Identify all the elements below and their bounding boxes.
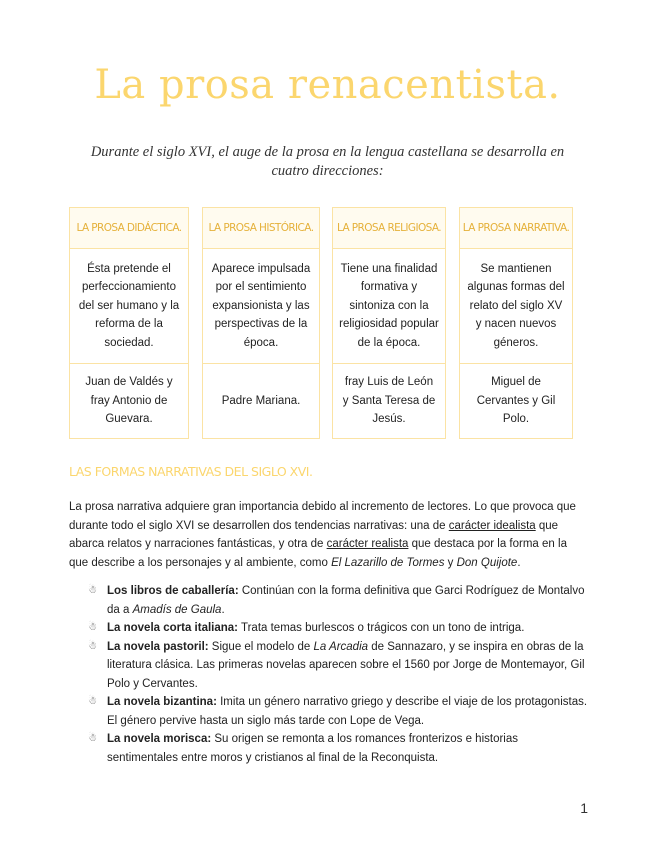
- card-didactica: [69, 207, 189, 439]
- list-item-work-title: Amadís de Gaula: [132, 603, 222, 616]
- list-item-term: La novela bizantina:: [107, 696, 217, 708]
- intro-text: y: [444, 556, 457, 569]
- snowman-bullet-icon: ☃: [88, 622, 97, 633]
- term-realista: carácter realista: [326, 538, 409, 550]
- card-header: LA PROSA DIDÁCTICA.: [70, 208, 188, 249]
- card-description: Se mantienen algunas formas del relato del siglo XV y nacen nuevos géneros.: [460, 249, 572, 364]
- term-idealista: carácter idealista: [448, 519, 536, 532]
- work-title-quijote: Don Quijote: [456, 556, 518, 569]
- card-authors: Juan de Valdés y fray Antonio de Guevara.: [85, 376, 173, 426]
- cards-grid: [69, 207, 573, 439]
- card-authors: fray Luis de León y Santa Teresa de Jesús.: [342, 376, 436, 426]
- card-header: LA PROSA RELIGIOSA.: [333, 208, 445, 249]
- card-header: LA PROSA NARRATIVA.: [460, 208, 572, 249]
- list-item-term: La novela pastoril:: [107, 640, 209, 653]
- list-item-text: Continúan con la forma definitiva que Garci Rodríguez de Montalvo da a: [107, 585, 585, 616]
- snowman-bullet-icon: ☃: [88, 585, 97, 596]
- card-religiosa: [332, 207, 446, 439]
- page-number: 1: [580, 800, 588, 816]
- list-item: [88, 638, 588, 694]
- list-item-term: Los libros de caballería:: [107, 585, 239, 597]
- work-title-lazarillo: El Lazarillo de Tormes: [331, 556, 445, 569]
- intro-text: que abarca relatos y narraciones fantásticas, y otra de: [69, 519, 559, 550]
- page-title: La prosa renacentista.: [94, 62, 561, 108]
- snowman-bullet-icon: ☃: [88, 733, 97, 744]
- card-description: Ésta pretende el perfeccionamiento del ser humano y la reforma de la sociedad.: [70, 249, 188, 364]
- list-item: [88, 582, 588, 619]
- card-header: LA PROSA HISTÓRICA.: [203, 208, 319, 249]
- section-heading: LAS FORMAS NARRATIVAS DEL SIGLO XVI.: [69, 464, 313, 479]
- narrative-forms-list: [88, 582, 588, 767]
- list-item-text: .: [221, 603, 225, 616]
- snowman-bullet-icon: ☃: [88, 696, 97, 707]
- card-narrativa: [459, 207, 573, 439]
- list-item-text: Imita un género narrativo griego y describe el viaje de los protagonistas. El género pervive hasta un siglo más tarde con Lope de Vega.: [107, 696, 588, 727]
- card-historica: [202, 207, 320, 439]
- intro-text: .: [517, 556, 521, 569]
- list-item-text: Sigue el modelo de: [208, 640, 314, 653]
- subtitle: Durante el siglo XVI, el auge de la prosa en la lengua castellana se desarrolla en cuatro direcciones:: [90, 144, 565, 179]
- card-authors: Miguel de Cervantes y Gil Polo.: [476, 376, 556, 426]
- list-item: [88, 693, 588, 730]
- list-item-text: Su origen se remonta a los romances fronterizos e historias sentimentales entre moros y cristianos al final de la Reconquista.: [107, 733, 518, 764]
- card-authors: Padre Mariana.: [221, 394, 301, 407]
- card-description: Tiene una finalidad formativa y sintoniza con la religiosidad popular de la época.: [333, 249, 445, 364]
- list-item-work-title: La Arcadia: [313, 640, 369, 653]
- intro-paragraph: [69, 498, 589, 572]
- card-description: Aparece impulsada por el sentimiento expansionista y las perspectivas de la época.: [203, 249, 319, 364]
- list-item: [88, 619, 588, 638]
- list-item-text: de Sannazaro, y se inspira en obras de la literatura clásica. Las primeras novelas aparecen sobre el 1560 por Jorge de Montemayor, Gil Polo y Cervantes.: [107, 640, 585, 690]
- list-item: [88, 730, 588, 767]
- list-item-text: Trata temas burlescos o trágicos con un tono de intriga.: [238, 622, 525, 634]
- snowman-bullet-icon: ☃: [88, 640, 97, 652]
- list-item-term: La novela morisca:: [107, 733, 212, 745]
- intro-text: que destaca por la forma en la que describe a los personajes y al ambiente, como: [69, 538, 567, 569]
- intro-text: La prosa narrativa adquiere gran importancia debido al incremento de lectores. Lo que provoca que durante todo el siglo XVI se desarrollen dos tendencias narrativas: una de: [69, 501, 576, 532]
- list-item-term: La novela corta italiana:: [107, 622, 239, 634]
